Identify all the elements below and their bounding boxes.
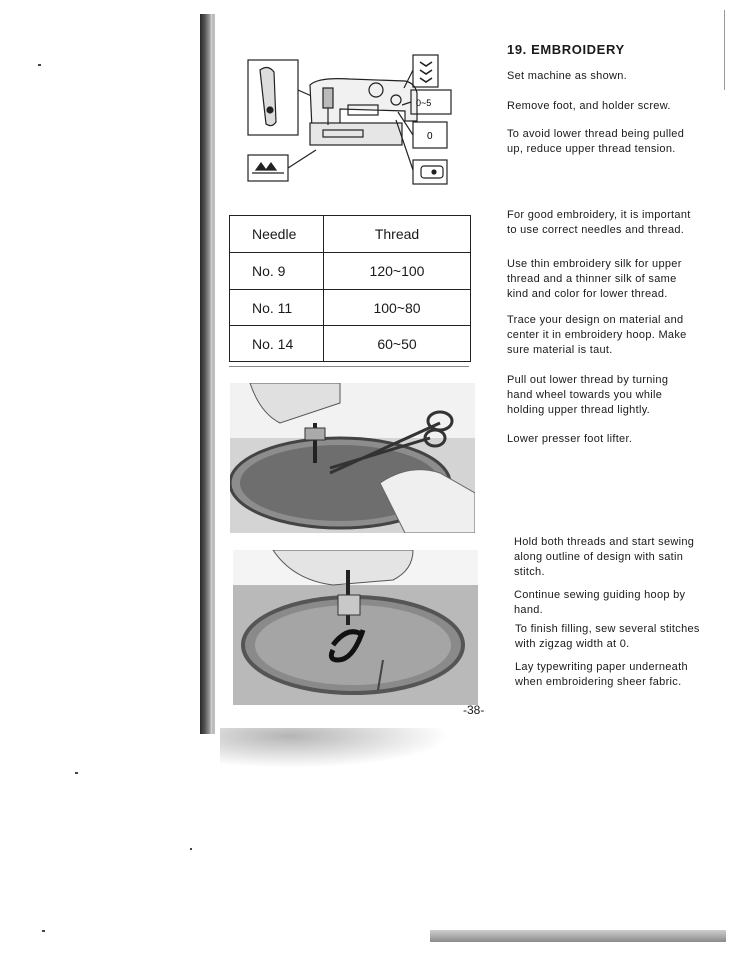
scan-speck bbox=[75, 772, 78, 774]
instruction-text: To finish filling, sew several stitches with zigzag width at 0. bbox=[515, 623, 700, 650]
instruction-text: To avoid lower thread being pulled up, reduce upper thread tension. bbox=[507, 128, 685, 155]
thread-cell: 120~100 bbox=[369, 263, 425, 279]
needle-cell: No. 14 bbox=[252, 336, 294, 352]
table-row bbox=[230, 325, 470, 362]
instruction-text: Trace your design on material and center it in embroidery hoop. Make sure material is taut. bbox=[507, 314, 687, 356]
machine-settings-diagram bbox=[228, 50, 453, 200]
instruction-text: Lower presser foot lifter. bbox=[507, 433, 633, 445]
stitch-length-label: 0 bbox=[427, 131, 433, 142]
section-title: 19. EMBROIDERY bbox=[507, 42, 625, 57]
divider bbox=[229, 366, 469, 367]
header-thread: Thread bbox=[374, 226, 420, 242]
stitch-width-label: 0~5 bbox=[416, 98, 432, 108]
page-number: -38- bbox=[463, 703, 485, 717]
scan-speck bbox=[42, 930, 45, 932]
instruction-text: Set machine as shown. bbox=[507, 70, 628, 82]
scan-speck bbox=[190, 848, 192, 850]
header-needle: Needle bbox=[252, 226, 297, 242]
scan-speck bbox=[38, 64, 41, 66]
scan-bottom-bar bbox=[430, 930, 726, 942]
photo-cutting-threads bbox=[230, 383, 475, 533]
needle-cell: No. 9 bbox=[252, 263, 286, 279]
thread-cell: 60~50 bbox=[377, 336, 417, 352]
table-row bbox=[230, 289, 470, 326]
instruction-text: Continue sewing guiding hoop by hand. bbox=[514, 589, 686, 616]
table-header-row bbox=[230, 216, 470, 252]
drop-feed-control bbox=[413, 160, 447, 184]
instruction-text: Remove foot, and holder screw. bbox=[507, 100, 671, 112]
instruction-text: Use thin embroidery silk for upper thread and a thinner silk of same kind and color for lower thread. bbox=[507, 258, 682, 300]
instruction-text: For good embroidery, it is important to use correct needles and thread. bbox=[507, 209, 691, 236]
book-spine-edge bbox=[212, 14, 215, 734]
table-row bbox=[230, 252, 470, 289]
instruction-text: Hold both threads and start sewing along outline of design with satin stitch. bbox=[514, 536, 695, 578]
instruction-text: Lay typewriting paper underneath when embroidering sheer fabric. bbox=[515, 661, 688, 688]
needle-thread-table bbox=[229, 215, 471, 362]
scan-shadow bbox=[220, 728, 450, 768]
instruction-text: Pull out lower thread by turning hand wheel towards you while holding upper thread lightly. bbox=[507, 374, 669, 416]
photo-satin-stitch bbox=[233, 550, 478, 705]
book-spine-shadow bbox=[200, 14, 212, 734]
page-right-edge bbox=[724, 10, 725, 90]
thread-cell: 100~80 bbox=[373, 300, 421, 316]
needle-cell: No. 11 bbox=[252, 300, 293, 316]
